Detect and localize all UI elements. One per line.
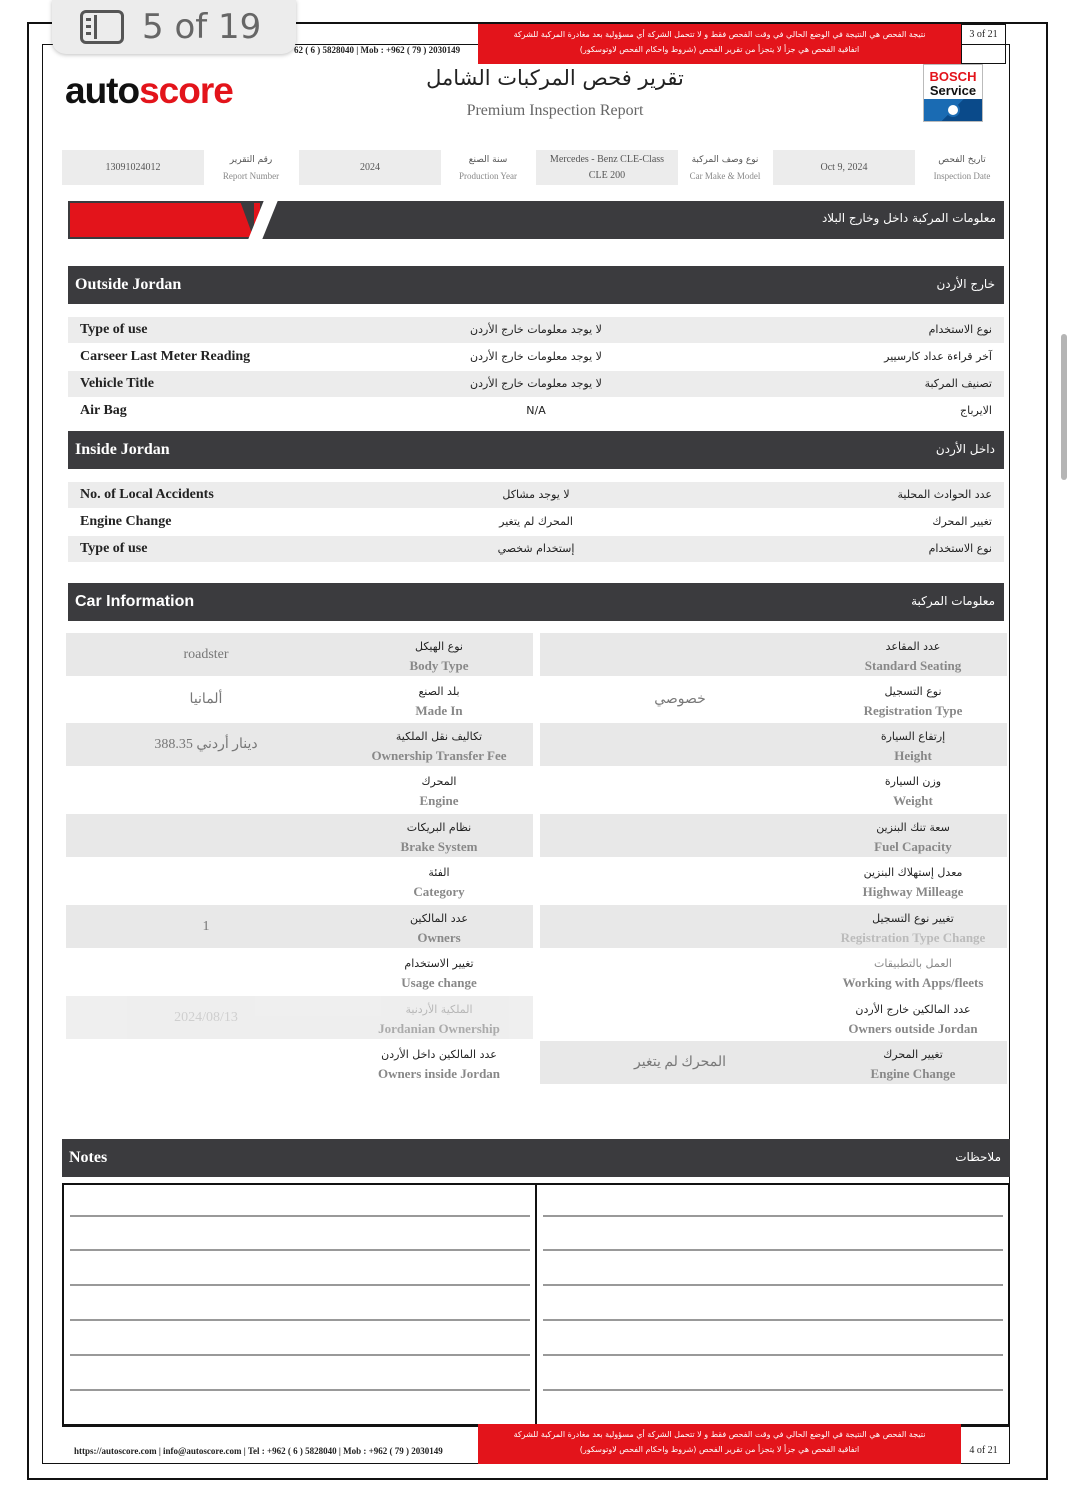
- table-row: Engine Change المحرك لم يتغير تغيير المحرك: [80, 514, 992, 529]
- table-row: Type of use لا يوجد معلومات خارج الأردن نوع الاستخدام: [68, 317, 1004, 343]
- note-line: [543, 1215, 1003, 1217]
- note-line: [543, 1284, 1003, 1286]
- pages-icon: [80, 10, 124, 44]
- report-number-label: رقم التقرير Report Number: [222, 155, 280, 181]
- car-info-cell: خصوصي نوع التسجيل Registration Type: [654, 685, 963, 718]
- report-title-ar: تقرير فحص المركبات الشامل: [426, 66, 684, 90]
- table-row: Vehicle Title لا يوجد معلومات خارج الأردن تصنيف المركبة: [68, 371, 1004, 397]
- autoscore-logo: autoscore: [65, 70, 233, 111]
- page-indicator-text: 5 of 19: [142, 7, 262, 47]
- car-info-cell: العمل بالتطبيقات Working with Apps/fleets: [842, 957, 984, 990]
- car-info-cell: وزن السيارة Weight: [884, 775, 942, 808]
- note-line: [70, 1354, 530, 1356]
- vertical-scrollbar[interactable]: [1061, 334, 1067, 480]
- car-info-cell: المحرك لم يتغير تغيير المحرك Engine Change: [540, 1041, 1007, 1084]
- page-indicator-badge[interactable]: [52, 0, 296, 54]
- note-line: [543, 1319, 1003, 1321]
- car-info-cell: تغيير الاستخدام Usage change: [401, 957, 477, 990]
- inspection-date-label: تاريخ الفحص Inspection Date: [933, 155, 991, 181]
- notes-header: Notes ملاحظات: [62, 1139, 1010, 1177]
- vehicle-info-banner: معلومات المركبة داخل وخارج البلاد: [68, 201, 1004, 239]
- header-disclaimer-banner: [478, 24, 961, 64]
- car-info-cell: تغيير نوع التسجيل Registration Type Change: [540, 905, 1007, 948]
- notes-divider: [535, 1183, 537, 1427]
- car-info-cell: 2024/08/13 الملكية الأردنية Jordanian Ownership: [66, 996, 533, 1039]
- car-info-cell: 388.35 دينار أردني تكاليف نقل الملكية Ownership Transfer Fee: [66, 723, 533, 766]
- car-info-cell: إرتفاع السيارة Height: [540, 723, 1007, 766]
- header-page-number: 3 of 21: [969, 29, 998, 40]
- car-make-model-label: نوع وصف المركبة Car Make & Model: [689, 155, 761, 181]
- footer-disclaimer-banner: [478, 1424, 961, 1464]
- inspection-date-value: Oct 9, 2024: [773, 150, 915, 185]
- outside-jordan-header: Outside Jordan خارج الأردن: [68, 266, 1004, 304]
- disclaimer-line-1: نتيجة الفحص هي النتيجة في الوضع الحالي في وقت الفحص فقط و لا تتحمل الشركة أي مسؤولية بعد مغادرة المركبة للشركة: [513, 1430, 926, 1439]
- note-line: [543, 1389, 1003, 1391]
- table-row: No. of Local Accidents لا يوجد مشاكل عدد الحوادث المحلية: [68, 482, 1004, 508]
- report-number-value: 13091024012: [62, 150, 204, 185]
- note-line: [70, 1389, 530, 1391]
- report-title-en: Premium Inspection Report: [466, 102, 644, 119]
- note-line: [70, 1249, 530, 1251]
- production-year-value: 2024: [299, 150, 441, 185]
- note-line: [70, 1284, 530, 1286]
- car-info-cell: ألمانيا بلد الصنع Made In: [189, 685, 463, 718]
- car-info-cell: الفئة Category: [413, 866, 465, 899]
- disclaimer-line-1: نتيجة الفحص هي النتيجة في الوضع الحالي في وقت الفحص فقط و لا تتحمل الشركة أي مسؤولية بعد مغادرة المركبة للشركة: [513, 30, 926, 39]
- header-page-number-box: [961, 24, 1006, 64]
- car-info-cell: سعة تنك البنزين Fuel Capacity: [540, 814, 1007, 857]
- car-info-cell: المحرك Engine: [419, 775, 459, 808]
- note-line: [70, 1319, 530, 1321]
- car-make-model-value: Mercedes - Benz CLE-Class CLE 200: [536, 150, 678, 185]
- car-info-cell: معدل إستهلاك البنزين Highway Milleage: [862, 866, 964, 899]
- car-info-cell: roadster نوع الهيكل Body Type: [66, 633, 533, 676]
- table-row: Air Bag N/A الايرباج: [80, 403, 992, 418]
- footer-contact-line: https://autoscore.com | info@autoscore.com | Tel : +962 ( 6 ) 5828040 | Mob : +962 ( 79 ) 2030149: [74, 1446, 443, 1456]
- table-row: Carseer Last Meter Reading لا يوجد معلومات خارج الأردن آخر قراءة عداد كارسيير: [80, 349, 992, 364]
- table-row: Type of use إستخدام شخصي نوع الاستخدام: [68, 536, 1004, 562]
- car-info-cell: نظام البريكات Brake System: [66, 814, 533, 857]
- inside-jordan-header: Inside Jordan داخل الأردن: [68, 431, 1004, 469]
- car-info-cell: عدد المالكين داخل الأردن Owners inside Jordan: [377, 1048, 501, 1081]
- car-info-cell: 1 عدد المالكين Owners: [66, 905, 533, 948]
- car-info-cell: عدد المالكين خارج الأردن Owners outside Jordan: [848, 1003, 978, 1036]
- production-year-label: سنة الصنع Production Year: [459, 155, 517, 181]
- disclaimer-line-2: اتفاقية الفحص هي جزأ لا يتجزأ من تقرير الفحص (شروط واحكام الفحص لاوتوسكور): [579, 45, 860, 54]
- bosch-service-logo: BOSCH Service: [923, 64, 983, 122]
- header-contact-line: 62 ( 6 ) 5828040 | Mob : +962 ( 79 ) 2030149: [294, 45, 461, 55]
- note-line: [543, 1249, 1003, 1251]
- car-information-header: Car Information معلومات المركبة: [68, 583, 1004, 621]
- disclaimer-line-2: اتفاقية الفحص هي جزأ لا يتجزأ من تقرير الفحص (شروط واحكام الفحص لاوتوسكور): [579, 1445, 860, 1454]
- footer-page-number: 4 of 21: [969, 1445, 998, 1456]
- car-info-cell: عدد المقاعد Standard Seating: [540, 633, 1007, 676]
- note-line: [70, 1215, 530, 1217]
- note-line: [543, 1354, 1003, 1356]
